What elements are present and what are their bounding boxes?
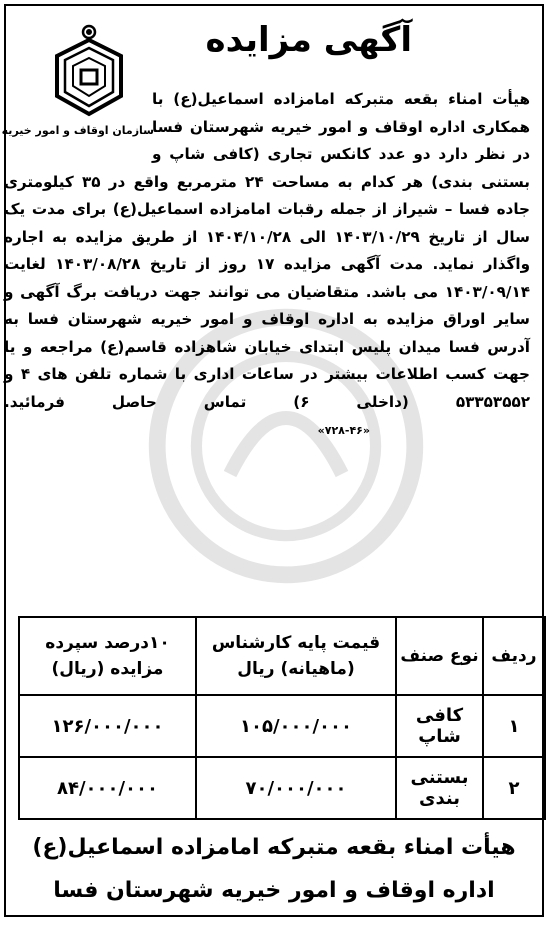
notice-frame xyxy=(1,4,544,917)
row-radif: ۲ xyxy=(483,757,545,819)
row-sinf: بستنی بندی xyxy=(396,757,483,819)
reference-code: «۷۲۸-۴۶» xyxy=(317,424,370,437)
row-deposit: ۸۴/۰۰۰/۰۰۰ xyxy=(19,757,196,819)
header-deposit: ۱۰درصد سپرده مزایده (ریال) xyxy=(19,617,196,695)
footer-line-1: هیأت امناء بقعه متبرکه امامزاده اسماعیل(ع) xyxy=(32,835,516,860)
row-price: ۷۰/۰۰۰/۰۰۰ xyxy=(196,757,396,819)
table-row xyxy=(19,695,545,757)
org-name: سازمان اوقاف و امور خیریه xyxy=(1,124,154,137)
row-radif: ۱ xyxy=(483,695,545,757)
row-sinf: کافی شاپ xyxy=(396,695,483,757)
footer-line-2: اداره اوقاف و امور خیریه شهرستان فسا xyxy=(53,878,495,903)
header-price: قیمت پایه کارشناس (ماهیانه) ریال xyxy=(196,617,396,695)
footer xyxy=(16,826,532,912)
table-header-row xyxy=(19,617,545,695)
notice-title: آگهی مزایده xyxy=(205,20,412,60)
auction-table xyxy=(18,616,546,820)
notice-body xyxy=(1,86,531,445)
table-row xyxy=(19,757,545,819)
row-deposit: ۱۲۶/۰۰۰/۰۰۰ xyxy=(19,695,196,757)
row-price: ۱۰۵/۰۰۰/۰۰۰ xyxy=(196,695,396,757)
header-sinf: نوع صنف xyxy=(396,617,483,695)
header-radif: ردیف xyxy=(483,617,545,695)
notice-body-text: هیأت امناء بقعه متبرکه امامزاده اسماعیل(ع) با همکاری اداره اوقاف و امور خیریه شهرستان فسا در نظر دارد دو عدد کانکس تجاری (کافی شاپ و بستنی بندی) هر کدام به مساحت ۲۴ مترمربع واقع در ۳۵ کیلومتری جاده فسا – شیراز از جمله رقبات امامزاده اسماعیل(ع) برای مدت یک سال از تاریخ ۱۴۰۳/۱۰/۲۹ الی ۱۴۰۴/۱۰/۲۸ از طریق مزایده به اجاره واگذار نماید. مدت آگهی مزایده ۱۷ روز از تاریخ ۱۴۰۳/۰۸/۲۸ لغایت ۱۴۰۳/۰۹/۱۴ می باشد. متقاضیان می توانند جهت دریافت برگ آگهی و سایر اوراق مزایده به اداره اوقاف و امور خیریه شهرستان فسا به آدرس فسا میدان پلیس ابتدای خیابان شاهزاده قاسم(ع) مراجعه و یا جهت کسب اطلاعات بیشتر در ساعات اداری با شماره تلفن های ۴ و ۵۳۳۵۳۵۵۲ (داخلی ۶) تماس حاصل فرمائید. xyxy=(4,90,531,411)
